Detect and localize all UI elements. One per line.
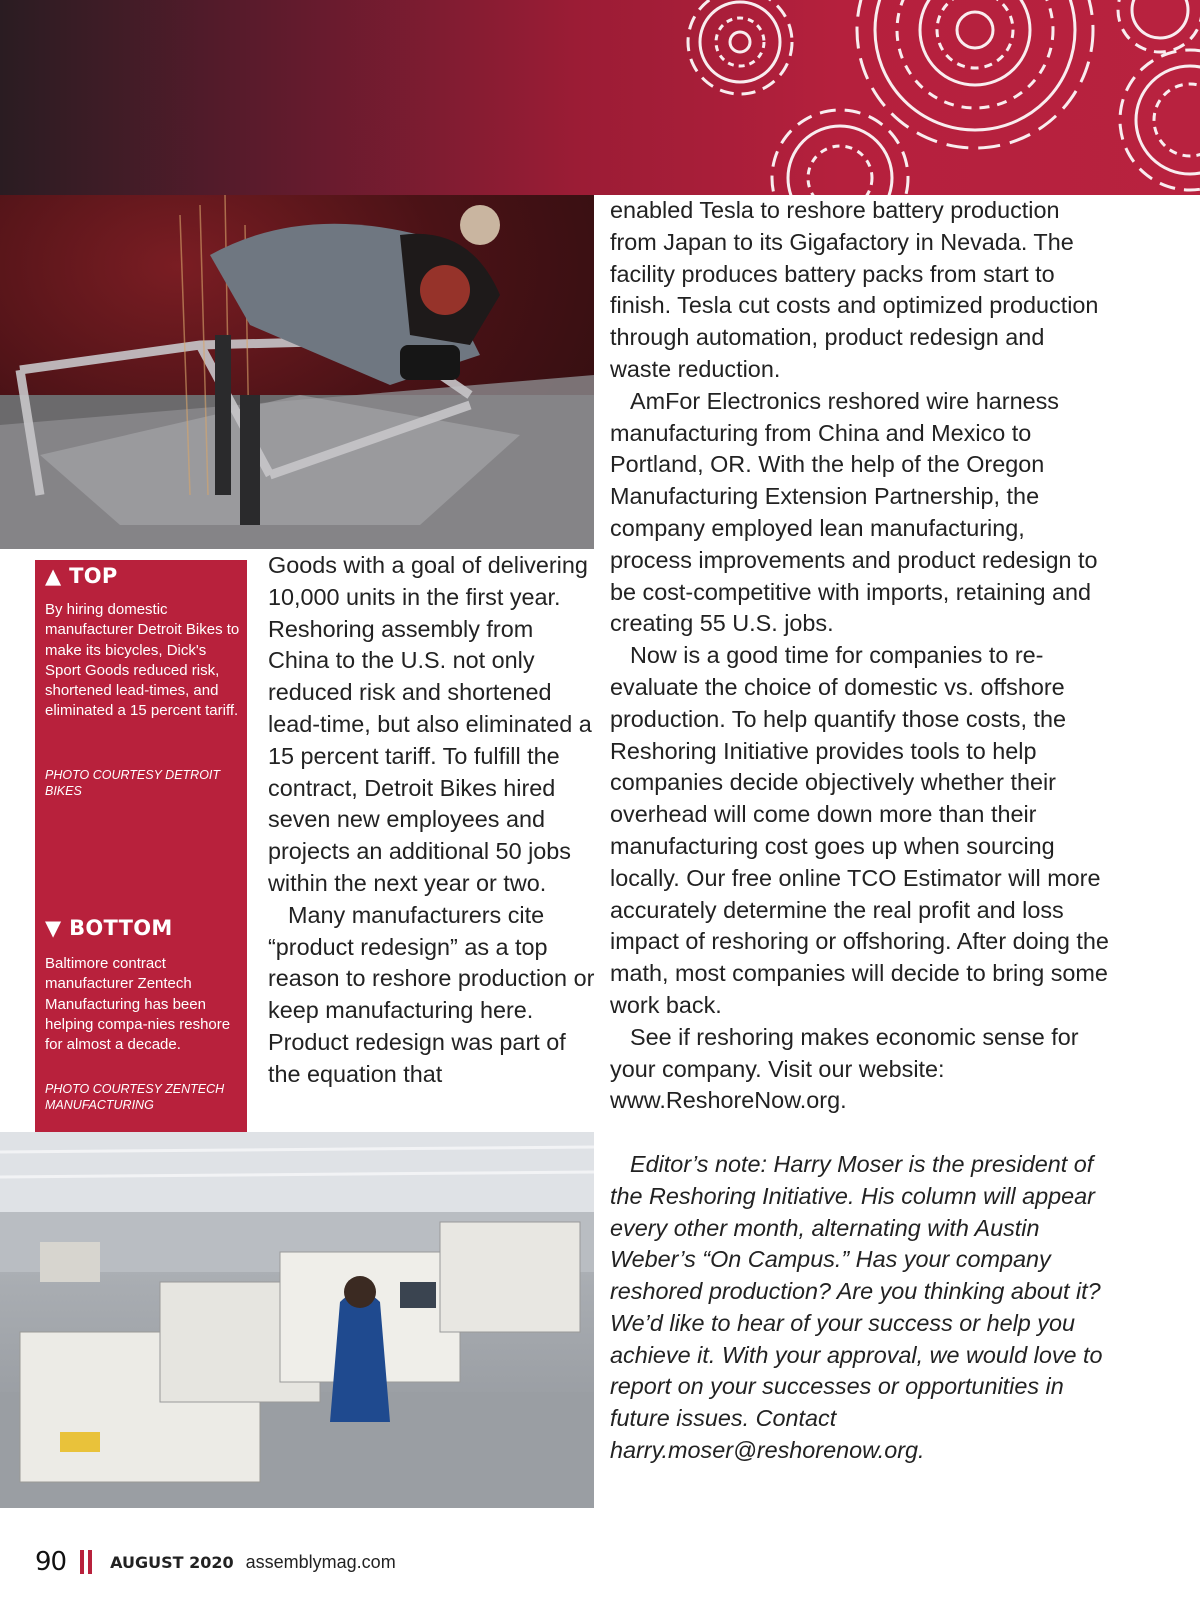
article-paragraph: See if reshoring makes economic sense for your company. Visit our website: www.ReshoreNow.org. (610, 1023, 1079, 1114)
article-paragraph: AmFor Electronics reshored wire harness manufacturing from China and Mexico to Portland, OR. With the help of the Oregon Manufacturing Extension Partnership, the company employed lean manufacturing, process improvements and product redesign to be cost-competitive with imports, retaining and creating 55 U.S. jobs. (610, 387, 1098, 637)
page-footer (35, 1547, 396, 1577)
editors-note: Editor’s note: Harry Moser is the president of the Reshoring Initiative. His column will appear every other month, alternating with Austin Weber’s “On Campus.” Has your company reshored production? Are you thinking about it? We’d like to hear of your success or help you achieve it. With your approval, we would love to report on your successes or opportunities in future issues. Contact harry.moser@reshorenow.org. (610, 1150, 1103, 1464)
gear-pattern-decoration (0, 0, 1200, 195)
caption-bottom-credit: PHOTO COURTESY ZENTECH MANUFACTURING (45, 1082, 225, 1112)
article-column-right (610, 195, 1110, 1467)
article-column-middle (268, 550, 598, 1091)
photo-factory-floor (0, 1132, 594, 1508)
article-paragraph: Now is a good time for companies to re-evaluate the choice of domestic vs. offshore production. To help quantify those costs, the Reshoring Initiative provides tools to help companies decide objectively whether their overhead will come down more than their manufacturing cost goes up when sourcing locally. Our free online TCO Estimator will more accurately determine the real profit and loss impact of reshoring or offshoring. After doing the math, most companies will decide to bring some work back. (610, 642, 1109, 1018)
triangle-up-icon: ▲ (45, 564, 62, 588)
header-banner (0, 0, 1200, 195)
article-paragraph: Goods with a goal of delivering 10,000 units in the first year. Reshoring assembly from China to the U.S. not only reduced risk and shortened lead-time, but also eliminated a 15 percent tariff. To fulfill the contract, Detroit Bikes hired seven new employees and projects an additional 50 jobs within the next year or two. (268, 552, 592, 896)
caption-top-heading: ▲ TOP (45, 564, 118, 588)
photo-welder-bicycle-frame (0, 195, 594, 549)
caption-sidebar (35, 560, 247, 1132)
divider-bars (80, 1550, 98, 1574)
article-paragraph: enabled Tesla to reshore battery production from Japan to its Gigafactory in Nevada. The facility produces battery packs from start to finish. Tesla cut costs and optimized production through automation, product redesign and waste reduction. (610, 197, 1099, 382)
caption-top-credit: PHOTO COURTESY DETROIT BIKES (45, 768, 221, 798)
site-url: assemblymag.com (245, 1551, 396, 1572)
page-number: 90 (35, 1547, 67, 1577)
caption-bottom-heading: ▼ BOTTOM (45, 916, 173, 940)
issue-date: AUGUST 2020 (110, 1552, 234, 1572)
caption-top-text: By hiring domestic manufacturer Detroit Bikes to make its bicycles, Dick's Sport Goods reduced risk, shortened lead-times, and eliminated a 15 percent tariff. (45, 601, 240, 720)
article-paragraph: Many manufacturers cite “product redesign” as a top reason to reshore production or keep manufacturing here. Product redesign was part of the equation that (268, 901, 595, 1087)
caption-bottom-text: Baltimore contract manufacturer Zentech Manufacturing has been helping compa-nies reshore for almost a decade. (45, 955, 231, 1054)
triangle-down-icon: ▼ (45, 916, 62, 940)
